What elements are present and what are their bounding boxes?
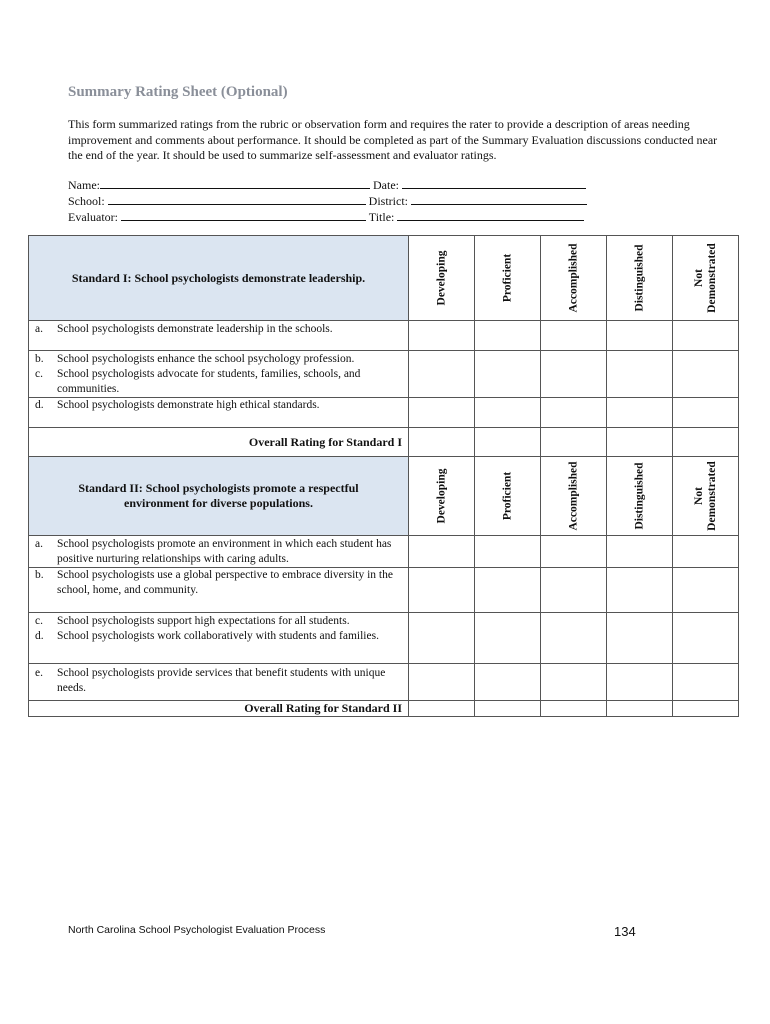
rating-cell[interactable] <box>475 536 541 568</box>
rating-cell[interactable] <box>409 536 475 568</box>
page-title: Summary Rating Sheet (Optional) <box>68 84 288 100</box>
col-proficient-label: Proficient <box>501 471 513 521</box>
rating-cell[interactable] <box>673 613 739 664</box>
rating-cell[interactable] <box>541 568 607 613</box>
date-field[interactable] <box>402 177 586 189</box>
overall-rating-label: Overall Rating for Standard I <box>29 428 409 457</box>
rating-cell[interactable] <box>541 428 607 457</box>
rating-cell[interactable] <box>607 321 673 351</box>
rating-cell[interactable] <box>673 568 739 613</box>
col-distinguished <box>607 236 673 321</box>
item-letter: a. <box>35 323 43 335</box>
col-accomplished <box>541 236 607 321</box>
rating-cell[interactable] <box>607 664 673 701</box>
item-cell <box>29 398 409 428</box>
col-developing-label: Developing <box>435 250 447 306</box>
item-cell <box>29 536 409 568</box>
col-accomplished-label: Accomplished <box>567 461 579 531</box>
item-text: School psychologists demonstrate high ethical standards. <box>57 399 320 411</box>
col-distinguished-label: Distinguished <box>633 244 645 312</box>
rating-cell[interactable] <box>607 613 673 664</box>
item-letter: d. <box>35 399 44 411</box>
col-proficient-label: Proficient <box>501 253 513 303</box>
rating-cell[interactable] <box>673 428 739 457</box>
col-not-demonstrated <box>673 457 739 536</box>
item-text: School psychologists promote an environment in which each student has positive nurturing relationships with caring adults. <box>57 538 392 565</box>
item-text: School psychologists enhance the school psychology profession. <box>57 353 355 365</box>
not-label: Not <box>692 487 705 505</box>
rating-cell[interactable] <box>409 701 475 717</box>
footer-text: North Carolina School Psychologist Evaluation Process <box>68 924 326 936</box>
rating-cell[interactable] <box>409 613 475 664</box>
col-not-demonstrated <box>673 236 739 321</box>
rating-cell[interactable] <box>541 701 607 717</box>
school-label: School: <box>68 194 105 208</box>
item-text: School psychologists advocate for students, families, schools, and communities. <box>57 368 361 395</box>
name-field[interactable] <box>100 177 370 189</box>
district-label: District: <box>368 194 408 208</box>
standard2-title-cell <box>29 457 409 536</box>
col-not-demonstrated-label <box>693 461 719 531</box>
evaluator-label: Evaluator: <box>68 210 118 224</box>
title-label: Title: <box>368 210 395 224</box>
rating-cell[interactable] <box>409 351 475 398</box>
item-cell <box>29 321 409 351</box>
item-text: School psychologists work collaboratively with students and families. <box>57 630 379 642</box>
rating-cell[interactable] <box>673 321 739 351</box>
standard2-header-row <box>29 457 739 536</box>
rating-cell[interactable] <box>607 568 673 613</box>
item-text: School psychologists demonstrate leadership in the schools. <box>57 323 333 335</box>
rating-cell[interactable] <box>673 398 739 428</box>
rating-cell[interactable] <box>475 568 541 613</box>
rating-cell[interactable] <box>409 664 475 701</box>
item-letter: b. <box>35 569 44 581</box>
rating-cell[interactable] <box>475 701 541 717</box>
item-letter: d. <box>35 630 44 642</box>
rating-cell[interactable] <box>673 351 739 398</box>
overall-row <box>29 701 739 717</box>
rating-cell[interactable] <box>673 701 739 717</box>
rating-cell[interactable] <box>409 321 475 351</box>
rating-cell[interactable] <box>541 536 607 568</box>
rating-cell[interactable] <box>607 536 673 568</box>
item-letter: e. <box>35 667 43 679</box>
item-text: School psychologists provide services that benefit students with unique needs. <box>57 667 386 694</box>
rating-cell[interactable] <box>607 701 673 717</box>
demonstrated-label: Demonstrated <box>705 461 718 531</box>
col-proficient <box>475 457 541 536</box>
col-developing-label: Developing <box>435 468 447 524</box>
rating-cell[interactable] <box>475 428 541 457</box>
standard1-header-row <box>29 236 739 321</box>
item-text: School psychologists use a global perspective to embrace diversity in the school, home, and community. <box>57 569 393 596</box>
standard1-table <box>28 235 739 457</box>
col-accomplished <box>541 457 607 536</box>
col-developing <box>409 236 475 321</box>
item-letter: b. <box>35 353 44 365</box>
school-field[interactable] <box>108 193 366 205</box>
standard1-title: Standard I: School psychologists demonstrate leadership. <box>71 270 366 285</box>
info-fields <box>68 177 587 225</box>
rating-cell[interactable] <box>607 351 673 398</box>
standard1-title-cell <box>29 236 409 321</box>
page-number: 134 <box>614 924 636 939</box>
standard2-title <box>29 481 408 511</box>
rating-cell[interactable] <box>475 613 541 664</box>
rating-cell[interactable] <box>673 536 739 568</box>
evaluator-field[interactable] <box>121 209 366 221</box>
rating-cell[interactable] <box>409 428 475 457</box>
table-row <box>29 568 739 613</box>
table-row <box>29 664 739 701</box>
rating-cell[interactable] <box>475 398 541 428</box>
item-text: School psychologists support high expectations for all students. <box>57 615 350 627</box>
rating-cell[interactable] <box>607 398 673 428</box>
col-accomplished-label: Accomplished <box>567 243 579 313</box>
rating-cell[interactable] <box>409 568 475 613</box>
col-not-demonstrated-label <box>693 243 719 313</box>
standard2-title-line1: Standard II: School psychologists promote a respectful <box>78 481 359 495</box>
standard2-table <box>28 456 739 717</box>
col-distinguished <box>607 457 673 536</box>
col-distinguished-label: Distinguished <box>633 462 645 530</box>
name-label: Name: <box>68 178 100 192</box>
title-field[interactable] <box>397 209 584 221</box>
rating-cell[interactable] <box>541 664 607 701</box>
rating-cell[interactable] <box>475 664 541 701</box>
rating-cell[interactable] <box>541 613 607 664</box>
item-cell <box>29 613 409 664</box>
table-row <box>29 536 739 568</box>
date-label: Date: <box>373 178 399 192</box>
item-cell <box>29 351 409 398</box>
item-letter: c. <box>35 368 43 380</box>
district-field[interactable] <box>411 193 587 205</box>
table-row <box>29 398 739 428</box>
rating-cell[interactable] <box>541 351 607 398</box>
rating-cell[interactable] <box>409 398 475 428</box>
rating-cell[interactable] <box>541 398 607 428</box>
rating-cell[interactable] <box>475 351 541 398</box>
item-cell <box>29 568 409 613</box>
standard2-title-line2: environment for diverse populations. <box>124 496 313 510</box>
table-row <box>29 321 739 351</box>
rating-cell[interactable] <box>475 321 541 351</box>
item-letter: c. <box>35 615 43 627</box>
col-developing <box>409 457 475 536</box>
not-label: Not <box>692 269 705 287</box>
table-row <box>29 351 739 398</box>
item-letter: a. <box>35 538 43 550</box>
col-proficient <box>475 236 541 321</box>
demonstrated-label: Demonstrated <box>705 243 718 313</box>
overall-rating-label: Overall Rating for Standard II <box>29 701 409 717</box>
rating-cell[interactable] <box>673 664 739 701</box>
rating-cell[interactable] <box>607 428 673 457</box>
intro-paragraph: This form summarized ratings from the rubric or observation form and requires the rater to provide a description of areas needing improvement and comments about performance. It should be completed as part of the Summary Evaluation discussions conducted near the end of the year. It should be used to summarize self-assessment and evaluator ratings. <box>68 117 718 162</box>
table-row <box>29 613 739 664</box>
overall-row <box>29 428 739 457</box>
item-cell <box>29 664 409 701</box>
rating-cell[interactable] <box>541 321 607 351</box>
